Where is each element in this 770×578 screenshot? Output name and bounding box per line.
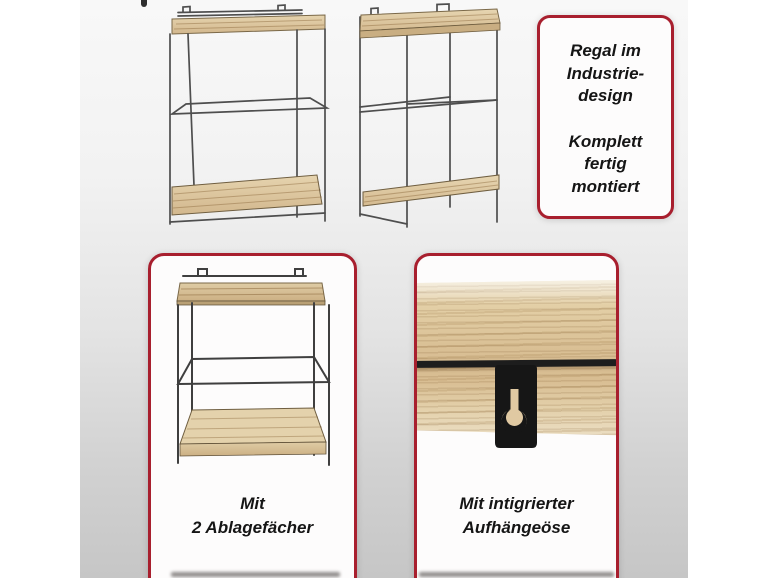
caption-line: 2 Ablagefächer xyxy=(191,518,314,537)
metal-frame-lines xyxy=(360,97,497,224)
feature-caption xyxy=(151,492,354,540)
cropped-mark xyxy=(141,0,147,7)
info-line: Regal im xyxy=(570,41,641,60)
bottom-wood-board-top xyxy=(180,408,326,444)
top-wood-board xyxy=(172,15,325,34)
info-line: Industrie- xyxy=(566,63,645,83)
info-line: design xyxy=(578,86,633,105)
metal-frame-lines xyxy=(178,5,302,16)
feature-box-eyelet xyxy=(414,253,619,578)
feature-caption xyxy=(417,492,616,540)
shelf-front-view-photo xyxy=(150,0,335,232)
bottom-wood-board-edge xyxy=(180,442,326,456)
shelf-three-quarter-view-photo xyxy=(158,266,348,472)
bottom-wood-board xyxy=(363,175,499,206)
caption-line: Mit xyxy=(240,494,265,513)
info-text xyxy=(540,18,671,198)
top-wood-board-edge xyxy=(177,301,325,305)
cropped-edge-artifact xyxy=(171,572,340,577)
info-line: fertig xyxy=(584,154,627,173)
hanging-eyelet-closeup-photo xyxy=(417,256,616,486)
keyhole-eyelet-icon xyxy=(494,365,539,451)
feature-box-compartments xyxy=(148,253,357,578)
caption-line: Mit intigrierter xyxy=(459,494,574,513)
info-box xyxy=(537,15,674,219)
top-wood-board xyxy=(177,283,325,301)
shelf-angled-view-photo xyxy=(345,0,510,238)
caption-line: Aufhängeöse xyxy=(462,518,571,537)
info-line: montiert xyxy=(571,176,640,196)
cropped-edge-artifact xyxy=(419,572,614,577)
info-line: Komplett xyxy=(568,131,643,151)
metal-frame-lines xyxy=(183,269,306,276)
